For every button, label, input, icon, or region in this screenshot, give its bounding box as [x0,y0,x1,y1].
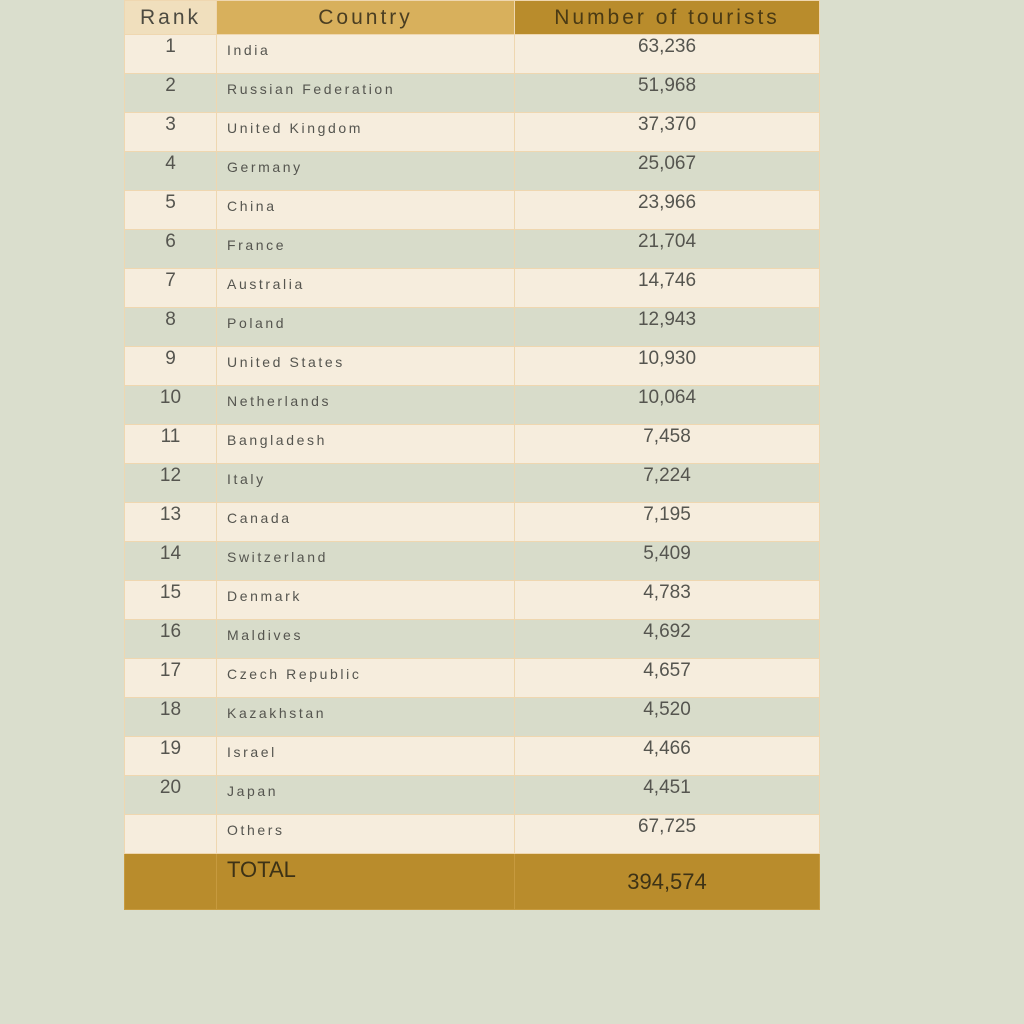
tourist-count-cell: 12,943 [515,308,820,347]
rank-cell: 13 [125,503,217,542]
tourist-count-cell: 4,692 [515,620,820,659]
rank-cell: 15 [125,581,217,620]
tourist-count-cell: 7,224 [515,464,820,503]
table-row [125,308,820,347]
rank-cell: 19 [125,737,217,776]
tourist-count-cell: 5,409 [515,542,820,581]
table-row [125,152,820,191]
tourist-count-cell: 10,064 [515,386,820,425]
country-cell: Poland [217,308,515,347]
rank-cell: 7 [125,269,217,308]
table-row [125,581,820,620]
tourist-count-cell: 25,067 [515,152,820,191]
table-header-row [125,1,820,35]
total-label: TOTAL [217,854,515,910]
country-cell: Others [217,815,515,854]
country-cell: Czech Republic [217,659,515,698]
rank-cell: 2 [125,74,217,113]
table-row [125,425,820,464]
rank-cell: 3 [125,113,217,152]
rank-cell: 8 [125,308,217,347]
tourist-count-cell: 37,370 [515,113,820,152]
table-row [125,542,820,581]
table-row [125,191,820,230]
country-cell: India [217,35,515,74]
country-cell: Switzerland [217,542,515,581]
country-cell: Germany [217,152,515,191]
country-cell: Japan [217,776,515,815]
table-row [125,113,820,152]
rank-cell [125,815,217,854]
tourist-count-cell: 51,968 [515,74,820,113]
tourist-arrivals-table [124,0,820,910]
rank-column-header: Rank [125,1,217,35]
table-row [125,269,820,308]
country-cell: Israel [217,737,515,776]
country-cell: China [217,191,515,230]
tourist-count-cell: 7,195 [515,503,820,542]
table-row [125,815,820,854]
tourist-count-cell: 4,657 [515,659,820,698]
tourist-count-cell: 21,704 [515,230,820,269]
table-row [125,737,820,776]
rank-cell: 16 [125,620,217,659]
table-row [125,698,820,737]
table-row [125,620,820,659]
table-row [125,464,820,503]
country-cell: France [217,230,515,269]
country-column-header: Country [217,1,515,35]
country-cell: United Kingdom [217,113,515,152]
rank-cell: 10 [125,386,217,425]
tourist-count-cell: 63,236 [515,35,820,74]
tourist-count-cell: 14,746 [515,269,820,308]
total-value: 394,574 [515,854,820,910]
country-cell: Italy [217,464,515,503]
rank-cell: 6 [125,230,217,269]
total-row [125,854,820,910]
table-row [125,347,820,386]
tourist-count-cell: 10,930 [515,347,820,386]
country-cell: Australia [217,269,515,308]
rank-cell: 14 [125,542,217,581]
tourist-count-cell: 67,725 [515,815,820,854]
table-row [125,776,820,815]
rank-cell: 1 [125,35,217,74]
rank-cell: 5 [125,191,217,230]
country-cell: Canada [217,503,515,542]
country-cell: Bangladesh [217,425,515,464]
tourist-count-cell: 7,458 [515,425,820,464]
rank-cell: 12 [125,464,217,503]
rank-cell: 17 [125,659,217,698]
tourist-count-cell: 23,966 [515,191,820,230]
country-cell: Kazakhstan [217,698,515,737]
country-cell: Netherlands [217,386,515,425]
tourist-count-cell: 4,783 [515,581,820,620]
country-cell: Denmark [217,581,515,620]
rank-cell: 9 [125,347,217,386]
table-row [125,74,820,113]
table-row [125,659,820,698]
tourist-count-cell: 4,451 [515,776,820,815]
table-row [125,35,820,74]
country-cell: Maldives [217,620,515,659]
rank-cell: 4 [125,152,217,191]
table-row [125,503,820,542]
country-cell: Russian Federation [217,74,515,113]
table-row [125,386,820,425]
rank-cell: 18 [125,698,217,737]
table-row [125,230,820,269]
country-cell: United States [217,347,515,386]
tourist-count-column-header: Number of tourists [515,1,820,35]
tourist-count-cell: 4,520 [515,698,820,737]
rank-cell: 11 [125,425,217,464]
tourist-count-cell: 4,466 [515,737,820,776]
total-rank-cell [125,854,217,910]
rank-cell: 20 [125,776,217,815]
table-body [125,35,820,854]
